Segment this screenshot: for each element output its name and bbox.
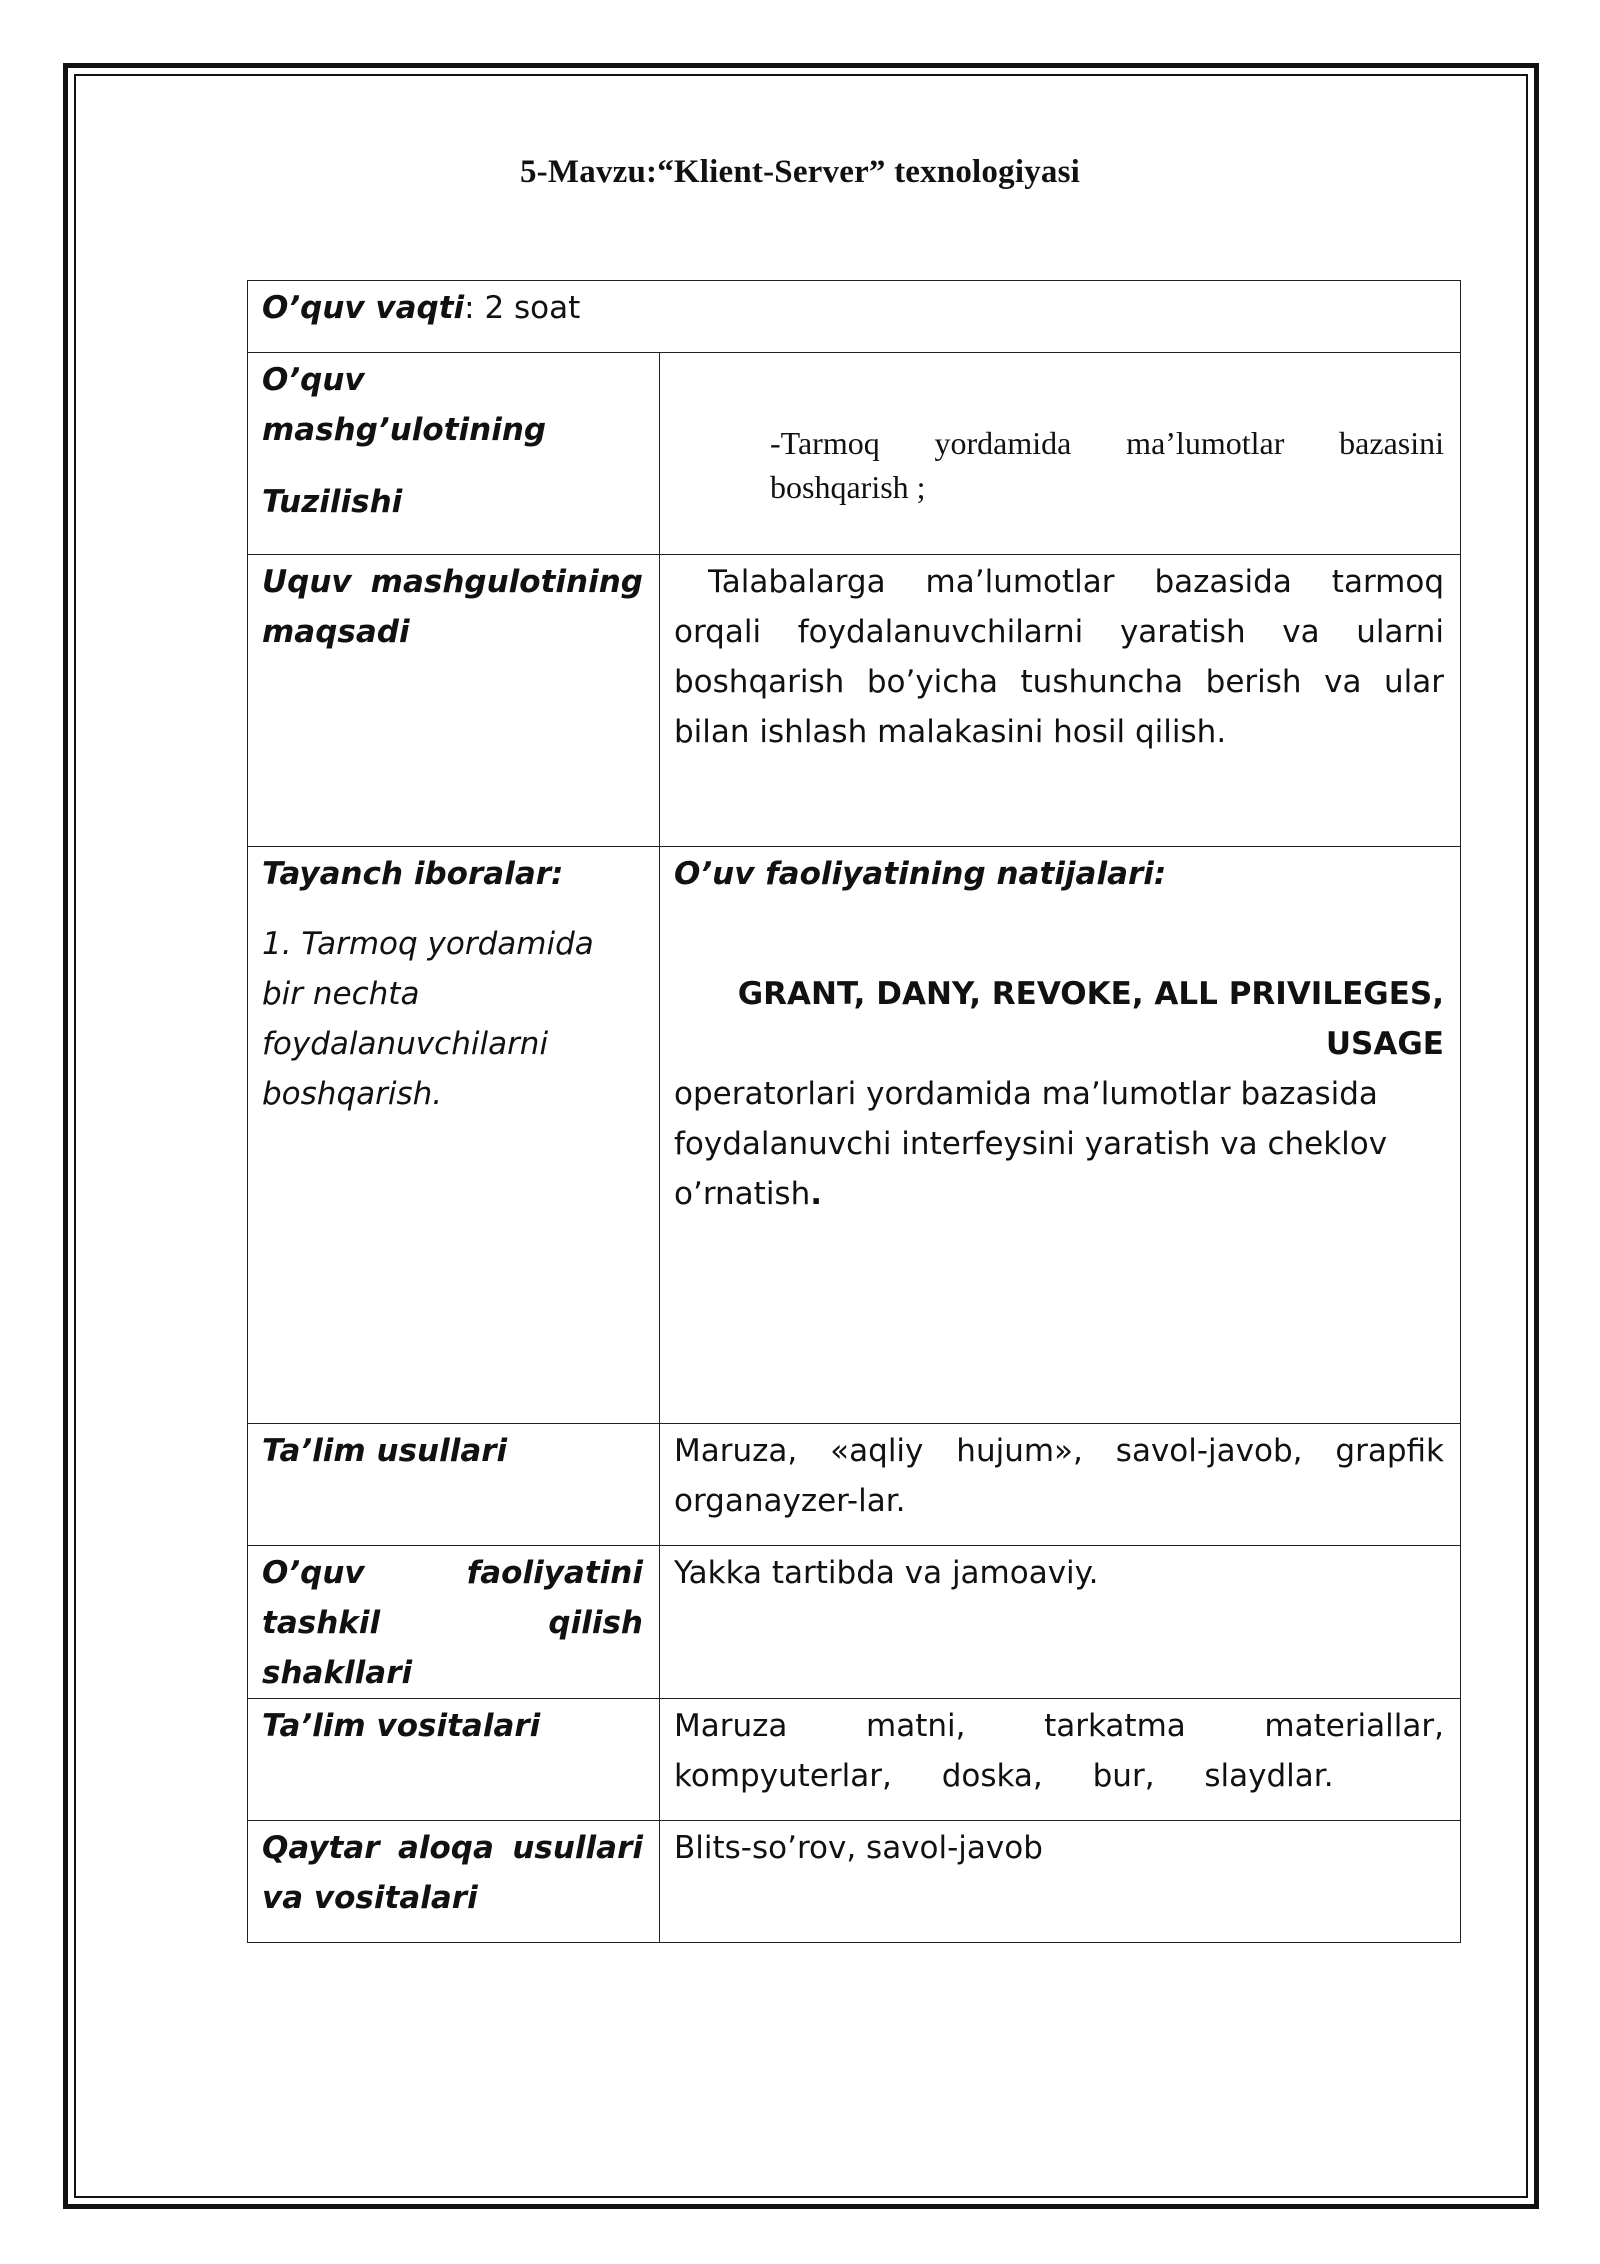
forms-value: Yakka tartibda va jamoaviy.: [674, 1555, 1099, 1591]
time-cell: [248, 281, 1461, 353]
time-value: : 2 soat: [464, 290, 581, 326]
table-row-forms: [248, 1546, 1461, 1699]
goal-value: Talabalarga ma’lumotlar bazasida tarmoq orqali foydalanuvchilarni yaratish va ularni boshqarish bo’yicha tushuncha berish va ular bilan ishlash malakasini hosil qilish.: [674, 564, 1444, 750]
structure-value-cell: [660, 353, 1461, 555]
feedback-label: Qaytar aloqa usullari va vositalari: [262, 1830, 643, 1916]
results-text-block: [674, 1069, 1444, 1219]
forms-label-cell: [248, 1546, 660, 1699]
keywords-item: 1. Tarmoq yordamida bir nechta foydalanuvchilarni boshqarish.: [262, 926, 594, 1112]
goal-label: Uquv mashgulotining maqsadi: [262, 564, 643, 650]
forms-value-cell: [660, 1546, 1461, 1699]
methods-value: Maruza, «aqliy hujum», savol-javob, grapfik organayzer-lar.: [674, 1433, 1444, 1519]
forms-label: O’quv faoliyatini tashkil qilish shakllari: [262, 1555, 643, 1691]
results-label: O’uv faoliyatining natijalari:: [674, 856, 1167, 892]
table-row-time: [248, 281, 1461, 353]
lesson-plan-table: [247, 280, 1461, 1943]
structure-label-line2: Tuzilishi: [262, 484, 403, 520]
structure-value: -Tarmoq yordamida ma’lumotlar bazasini boshqarish ;: [770, 425, 1444, 505]
time-label: O’quv vaqti: [262, 290, 465, 326]
results-end: .: [810, 1176, 823, 1212]
keywords-cell: [248, 847, 660, 1424]
table-row-structure: [248, 353, 1461, 555]
results-text: operatorlari yordamida ma’lumotlar bazasida foydalanuvchi interfeysini yaratish va cheklov o’rnatish: [674, 1076, 1388, 1212]
table-row-keywords: [248, 847, 1461, 1424]
results-cell: [660, 847, 1461, 1424]
tools-value-cell: [660, 1699, 1461, 1821]
methods-label: Ta’lim usullari: [262, 1433, 508, 1469]
table-row-feedback: [248, 1821, 1461, 1943]
tools-value: Maruza matni, tarkatma materiallar, kompyuterlar, doska, bur, slaydlar.: [674, 1708, 1444, 1794]
page-title: 5-Mavzu:“Klient-Server” texnologiyasi: [519, 154, 1081, 190]
goal-value-cell: [660, 555, 1461, 847]
structure-label-cell: [248, 353, 660, 555]
table-row-methods: [248, 1424, 1461, 1546]
feedback-value: Blits-so’rov, savol-javob: [674, 1830, 1043, 1866]
feedback-value-cell: [660, 1821, 1461, 1943]
methods-label-cell: [248, 1424, 660, 1546]
tools-label: Ta’lim vositalari: [262, 1708, 541, 1744]
tools-label-cell: [248, 1699, 660, 1821]
table-row-tools: [248, 1699, 1461, 1821]
results-operators: GRANT, DANY, REVOKE, ALL PRIVILEGES, USAGE: [737, 976, 1444, 1062]
goal-label-cell: [248, 555, 660, 847]
methods-value-cell: [660, 1424, 1461, 1546]
table-row-goal: [248, 555, 1461, 847]
structure-label-line1: O’quv mashg’ulotining: [262, 362, 547, 448]
keywords-label: Tayanch iboralar:: [262, 856, 564, 892]
feedback-label-cell: [248, 1821, 660, 1943]
